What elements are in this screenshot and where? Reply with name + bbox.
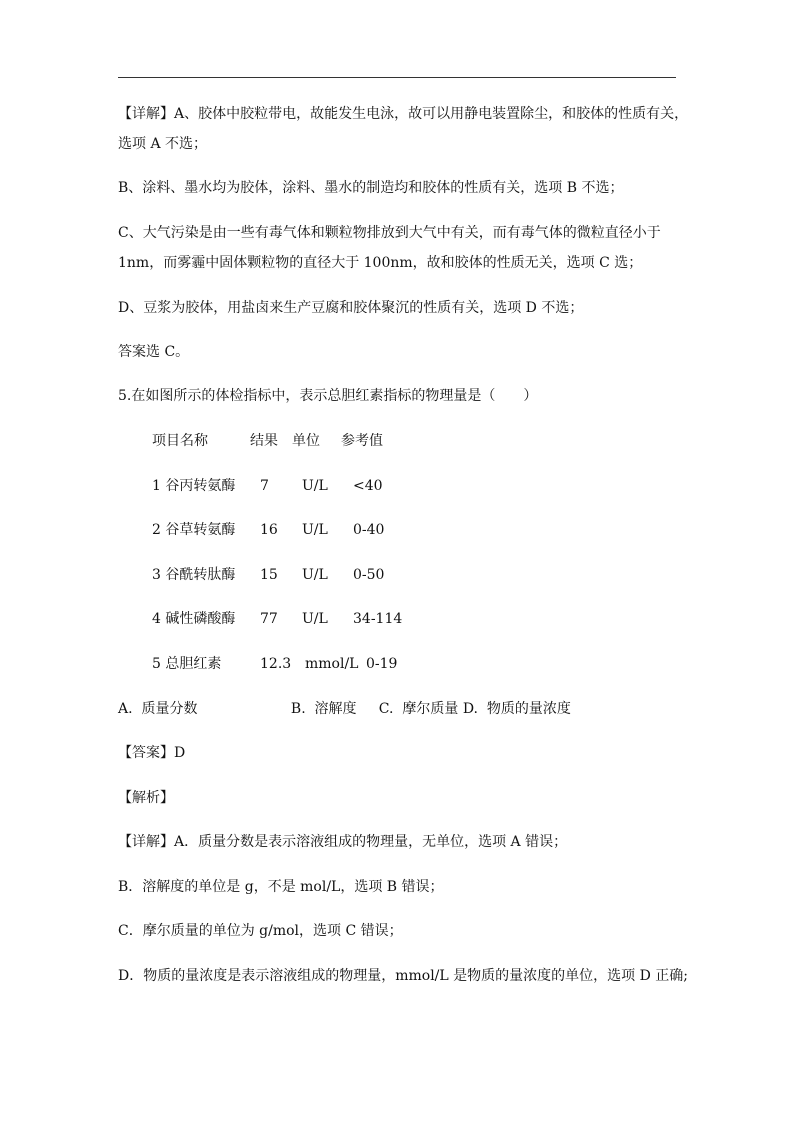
table-cell-result: 7	[260, 478, 269, 494]
table-cell-result: 16	[260, 522, 278, 538]
table-cell-name: 2 谷草转氨酶	[152, 522, 236, 538]
paragraph-detail-c-cont: 1nm，而雾霾中固体颗粒物的直径大于 100nm，故和胶体的性质无关，选项 C 选；	[118, 255, 643, 271]
table-cell-result: 77	[260, 611, 278, 627]
table-header-unit: 单位	[292, 433, 320, 449]
table-header-result: 结果	[250, 433, 278, 449]
table-cell-unit: U/L	[302, 478, 328, 494]
table-cell-name: 5 总胆红素	[152, 656, 222, 672]
explanation-a: 【详解】A．质量分数是表示溶液组成的物理量，无单位，选项 A 错误；	[118, 834, 568, 850]
table-header-name: 项目名称	[152, 433, 208, 449]
question-5: 5.在如图所示的体检指标中，表示总胆红素指标的物理量是（ ）	[118, 388, 538, 404]
table-header-reference: 参考值	[341, 433, 383, 449]
explanation-d: D．物质的量浓度是表示溶液组成的物理量，mmol/L 是物质的量浓度的单位，选项 D 正确;	[118, 968, 688, 984]
table-cell-reference: 0-19	[366, 656, 398, 672]
paragraph-detail-a-cont: 选项 A 不选；	[118, 136, 208, 152]
table-cell-name: 4 碱性磷酸酶	[152, 611, 236, 627]
header-rule	[118, 77, 676, 78]
table-cell-result: 15	[260, 567, 278, 583]
answer-options: A. 质量分数 B. 溶解度 C. 摩尔质量 D. 物质的量浓度	[118, 701, 571, 717]
table-cell-unit: U/L	[302, 611, 328, 627]
paragraph-detail-c: C、大气污染是由一些有毒气体和颗粒物排放到大气中有关，而有毒气体的微粒直径小于	[118, 225, 661, 241]
table-cell-name: 1 谷丙转氨酶	[152, 478, 236, 494]
analysis-title: 【解析】	[118, 790, 174, 806]
table-cell-unit: U/L	[302, 522, 328, 538]
table-cell-reference: <40	[353, 478, 383, 494]
paragraph-detail-d: D、豆浆为胶体，用盐卤来生产豆腐和胶体聚沉的性质有关，选项 D 不选；	[118, 300, 584, 316]
paragraph-answer-prev: 答案选 C。	[118, 344, 190, 360]
table-cell-unit: mmol/L	[305, 656, 359, 672]
answer-label: 【答案】D	[118, 745, 186, 761]
table-cell-reference: 34-114	[353, 611, 403, 627]
paragraph-detail-a: 【详解】A、胶体中胶粒带电，故能发生电泳，故可以用静电装置除尘，和胶体的性质有关，	[118, 106, 689, 122]
table-cell-name: 3 谷酰转肽酶	[152, 567, 236, 583]
explanation-b: B．溶解度的单位是 g，不是 mol/L，选项 B 错误；	[118, 879, 444, 895]
table-cell-result: 12.3	[260, 656, 292, 672]
table-cell-reference: 0-50	[353, 567, 385, 583]
explanation-c: C．摩尔质量的单位为 g/mol，选项 C 错误；	[118, 923, 403, 939]
table-cell-unit: U/L	[302, 567, 328, 583]
table-cell-reference: 0-40	[353, 522, 385, 538]
paragraph-detail-b: B、涂料、墨水均为胶体，涂料、墨水的制造均和胶体的性质有关，选项 B 不选；	[118, 180, 624, 196]
